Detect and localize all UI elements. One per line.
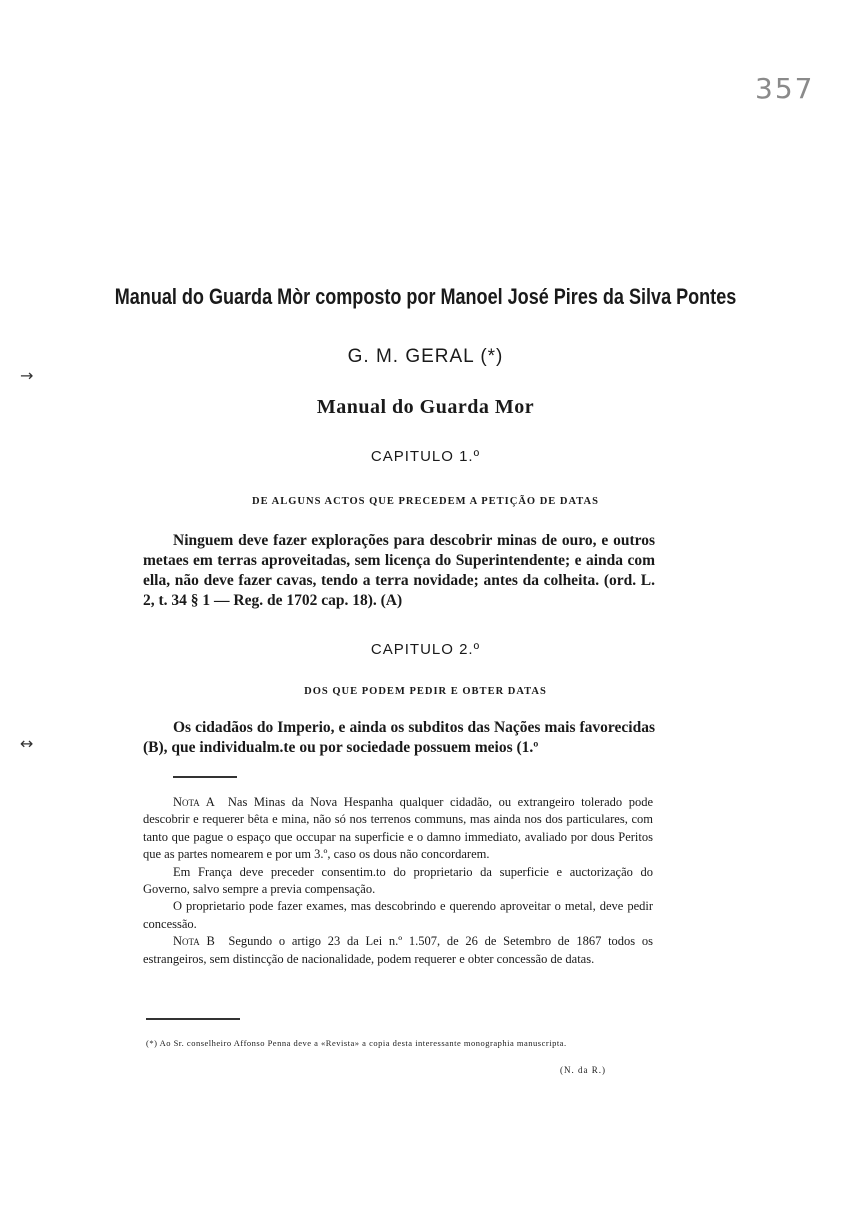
margin-arrow-icon: →	[20, 366, 34, 385]
footnote-divider	[146, 1018, 240, 1020]
document-title: Manual do Guarda Mòr composto por Manoel José Pires da Silva Pontes	[114, 284, 737, 309]
footnote-signature: (N. da R.)	[560, 1065, 606, 1075]
note-a	[143, 794, 653, 864]
note-a-text: Nas Minas da Nova Hespanha qualquer cidadão, ou extrangeiro tolerado pode descobrir e requerer bêta e mina, não só nos terrenos communs, mas ainda nos dos particulares, com tanto que pague o espaço que occupar na superficie e o damno immediato, avaliado por dous Peritos que as partes nomearem e por um 3.º, caso os dous não concordarem.	[143, 795, 654, 862]
margin-arrow-icon: ↔	[20, 734, 34, 753]
chapter-1-section-title: DE ALGUNS ACTOS QUE PRECEDEM A PETIÇÃO DE DATAS	[252, 496, 599, 507]
note-a-label: Nota A	[173, 795, 215, 809]
page-number: 357	[755, 72, 815, 105]
chapter-1-paragraph: Ninguem deve fazer explorações para descobrir minas de ouro, e outros metaes em terras aproveitadas, sem licença do Superintendente; e ainda com ella, não deve fazer cavas, tendo a terra novidade; antes da colheita. (ord. L. 2, t. 34 § 1 — Reg. de 1702 cap. 18). (A)	[143, 532, 655, 609]
note-a-paragraph-2: Em França deve preceder consentim.to do proprietario da superficie e auctorização do Governo, salvo sempre a previa compensação.	[143, 864, 653, 897]
note-a-paragraph-3: O proprietario pode fazer exames, mas descobrindo e querendo aproveitar o metal, deve pedir concessão.	[143, 899, 653, 931]
chapter-1-heading: CAPITULO 1.º	[370, 448, 481, 465]
notes-divider	[173, 776, 237, 778]
chapter-2-paragraph: Os cidadãos do Imperio, e ainda os subditos das Nações mais favorecidas (B), que individualm.te ou por sociedade possuem meios (1.º	[143, 719, 655, 756]
note-b-label: Nota B	[173, 934, 215, 949]
chapter-2-section-title: DOS QUE PODEM PEDIR E OBTER DATAS	[304, 686, 547, 697]
manual-heading: Manual do Guarda Mor	[316, 396, 535, 418]
notes-block	[143, 794, 653, 968]
chapter-2-heading: CAPITULO 2.º	[370, 641, 481, 658]
document-subtitle: G. M. GERAL (*)	[347, 346, 504, 367]
note-b	[143, 933, 653, 968]
note-b-text: Segundo o artigo 23 da Lei n.º 1.507, de 26 de Setembro de 1867 todos os estrangeiros, sem distincção de nacionalidade, podem requerer e obter concessão de datas.	[143, 934, 654, 966]
footnote-text: (*) Ao Sr. conselheiro Affonso Penna deve a «Revista» a copia desta interessante monographia manuscripta.	[146, 1038, 567, 1048]
